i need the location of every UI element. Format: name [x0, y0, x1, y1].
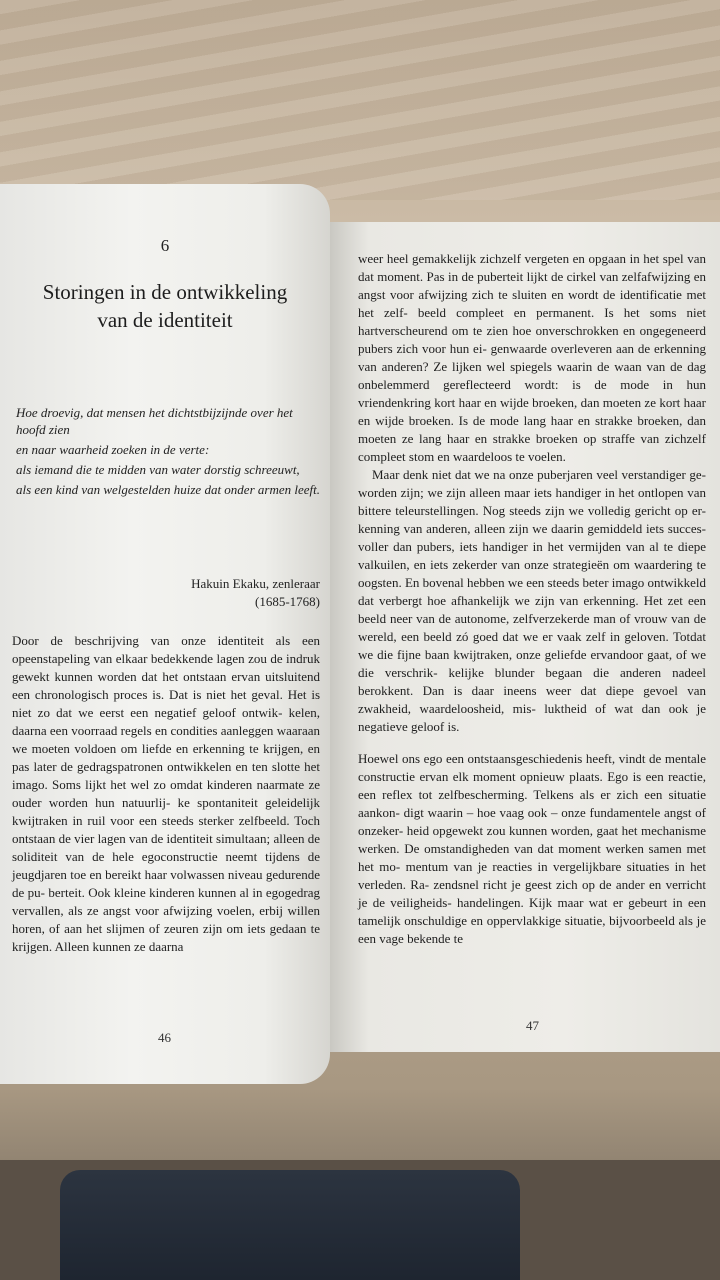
text-line: te zien hoe onverschrokken en ongegeneerd pubers zich voor hun ei- — [358, 323, 707, 356]
jeans-lap — [60, 1170, 520, 1280]
paragraph — [12, 632, 320, 956]
text-line: heid opgewekt zou kunnen worden, gaat het mechanisme werken. — [358, 823, 706, 856]
text-line: beeld compleet en permanent. Is het soms niet hartverscheurend om — [358, 305, 706, 338]
text-line: wordt: is de mode in hun vriendenkring kort haar en wijde broeken, — [358, 377, 706, 410]
body-text-left — [12, 632, 320, 956]
epigraph-line: als iemand die te midden van water dorstig schreeuwt, — [16, 462, 300, 477]
paragraph — [358, 466, 706, 736]
chapter-title-line: van de identiteit — [97, 308, 233, 332]
text-line: handelingen. Kijk maar wat er gebeurt in een tamelijk onschuldige — [358, 895, 707, 928]
text-line: zendsnel richt je geest zich op de ander en verricht je de veiligheids- — [358, 877, 706, 910]
text-line: mentum van je reacties in vergelijkbare situaties in het verleden. Ra- — [358, 859, 707, 892]
text-line: oogsten. En bovenal hebben we een steeds beter imago ontwikkeld — [358, 575, 707, 590]
text-line: zeuren zijn om iets gedaan te krijgen. Alleen kunnen ze daarna — [12, 921, 320, 954]
text-line: digt waarin – hoe vaag ook – onze fundamentele angst of onzeker- — [358, 805, 706, 838]
text-line: ke spontaniteit geleidelijk kwijtraken in ruil voor een steeds sterker — [12, 795, 320, 828]
epigraph-attribution — [16, 575, 320, 611]
text-line: worden zijn; we zijn alleen maar iets handiger in het ontlopen van — [358, 485, 706, 500]
attribution-years: (1685-1768) — [255, 594, 320, 609]
text-line: kelijke blunder begaan die anderen nadeel berokkent. Dan is daar — [358, 665, 706, 698]
text-line: moment. Pas in de puberteit lijkt de cirkel van zelfafwijzing en angst — [358, 269, 706, 302]
text-line: reflex tot zelfbescherming. Telkens als er zich een situatie aankon- — [358, 787, 706, 820]
paragraph — [358, 750, 706, 948]
paragraph — [358, 250, 706, 466]
text-line: weer heel gemakkelijk zichzelf vergeten en opgaan in het spel van dat — [358, 251, 706, 284]
text-line: straffe van zichzelf compleet stom en waardeloos te voelen. — [358, 431, 706, 464]
text-line: bittere teleurstellingen. Nog steeds zijn we volledig gericht op er- — [358, 503, 706, 518]
text-line: spiegels waarin de waan van de dag onbelemmerd gereflecteerd — [358, 359, 707, 392]
text-line: jeugdjaren toe en bereikt haar volwassen niveau gedurende de pu- — [12, 867, 320, 900]
text-line: Maar denk niet dat we na onze puberjaren veel verstandiger ge- — [372, 467, 706, 482]
text-line: berteit. Ook kleine kinderen kunnen al in egogedrag vervallen, als ze — [12, 885, 321, 918]
text-line: kelen, daarna een voorraad regels en condities aanleggen waaraan — [12, 705, 320, 738]
chapter-title — [10, 278, 320, 334]
text-line: een beeld zó goed dat we er vaak zelf in geloven. Totdat we die fijne — [358, 629, 707, 662]
text-line: de gedragspatronen ontwikkelen en ten slotte het imago. Soms lijkt — [12, 759, 321, 792]
page-number-right: 47 — [526, 1018, 539, 1033]
text-line: De omstandigheden van dat moment werken samen met het mo- — [358, 841, 707, 874]
text-line: ineens weer dat diepe gevoel van zwakheid, waardeloosheid, mis- — [358, 683, 707, 716]
text-line: Hoewel ons ego een ontstaansgeschiedenis heeft, vindt de mentale — [358, 751, 706, 766]
text-line: zelfbeeld. Toch ontstaan de vier lagen van de identiteit simultaan; — [12, 813, 321, 846]
text-line: Door de beschrijving van onze identiteit als een opeenstapeling van — [12, 633, 320, 666]
chapter-number: 6 — [160, 236, 170, 255]
text-line: kenning van anderen, alleen zijn we daarin gemiddeld iets succes- — [358, 521, 706, 536]
text-line: alleen de soliditeit van de hele egoconstructie neemt tijdens de — [12, 831, 320, 864]
epigraph-line: en naar waarheid zoeken in de verte: — [16, 442, 210, 457]
body-text-right — [358, 250, 706, 948]
text-line: niet het geval. Het is niet zo dat we eerst een negatief geloof ontwik- — [12, 687, 321, 720]
text-line: angst voor afwijzing voelen, erbij willen horen, of aan het slijmen of — [12, 903, 320, 936]
text-line: voller dan pubers, iets handiger in het vermijden van al te diepe — [358, 539, 706, 554]
text-line: dat verbergt hoe afhankelijk we zijn van erkenning. Het zet een beeld — [358, 593, 706, 626]
text-line: voor afwijzing zich te sluiten en wordt de identificatie met het zelf- — [358, 287, 706, 320]
text-line: constructie ervan elk moment opnieuw plaats. Ego is een reactie, een — [358, 769, 706, 802]
text-line: het wel zo omdat kinderen naarmate ze ouder worden hun natuurlij- — [12, 777, 320, 810]
text-line: luktheid of wat dan ook je negatieve geloof is. — [358, 701, 706, 734]
text-line: strakke broeken, dan moeten ze lang haar en strakke broeken op — [358, 413, 706, 446]
text-line: we moeten voldoen om liefde en erkenning te krijgen, en pas later — [12, 741, 320, 774]
text-line: elkaar bedekkende lagen zou de indruk gewekt kunnen worden dat — [12, 651, 320, 684]
text-line: neer van de autonome, zelfverzekerde man of vrouw van de wereld, — [358, 611, 706, 644]
marble-table-surface — [0, 0, 720, 200]
attribution-name: Hakuin Ekaku, zenleraar — [191, 576, 320, 591]
text-line: baan kwijtraken, onze geliefde ervandoor gaat, of we die verschrik- — [358, 647, 707, 680]
epigraph — [16, 404, 320, 501]
text-line: het ontstaan ervan uitsluitend een chronologisch proces is. Dat is — [12, 669, 320, 702]
epigraph-line: als een kind van welgestelden huize dat onder armen leeft. — [16, 482, 320, 497]
epigraph-line: Hoe droevig, dat mensen het dichtstbijzijnde over het hoofd zien — [16, 405, 293, 437]
text-line: genwaarde overleveren aan de erkenning van anderen? Ze lijken wel — [358, 341, 706, 374]
chapter-title-line: Storingen in de ontwikkeling — [42, 280, 288, 304]
text-line: dan moeten ze kort haar en wijde broeken. Is de mode lang haar en — [358, 395, 706, 428]
text-line: valkuilen, en iets zekerder van onze strategieën om waardering te — [358, 557, 706, 572]
text-line: en oppervlakkige situatie, bijvoorbeeld als je een vage bekende te — [358, 913, 707, 946]
page-number-left: 46 — [158, 1030, 171, 1045]
